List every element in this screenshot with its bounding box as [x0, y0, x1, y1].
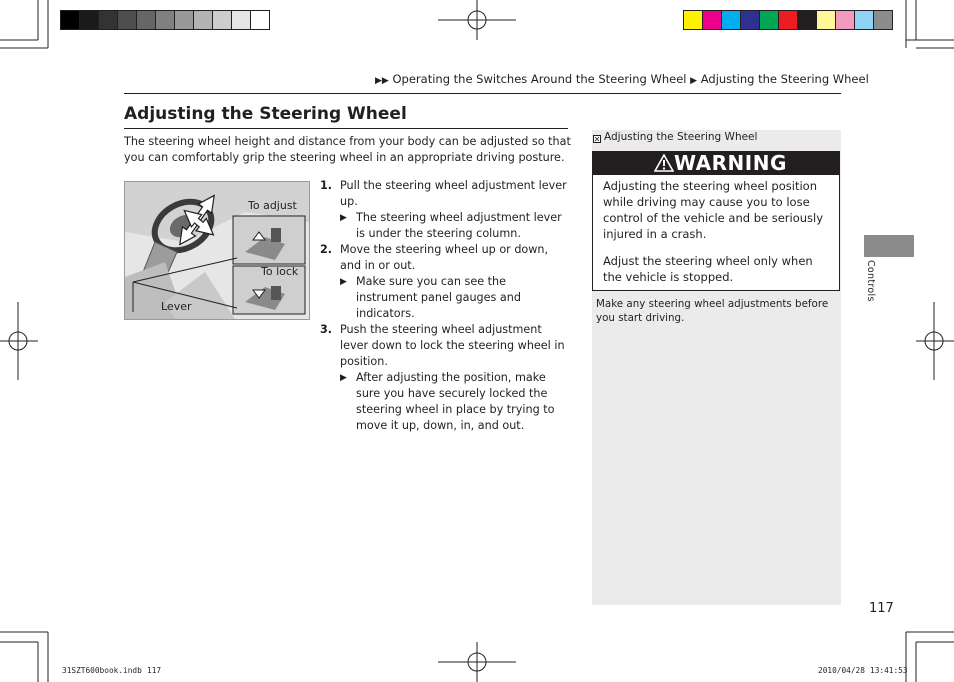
sidebar-heading-text: Adjusting the Steering Wheel	[604, 131, 758, 143]
breadcrumb-separator-icon: ▶	[690, 76, 698, 86]
color-swatch	[118, 11, 137, 29]
step-note-text: Make sure you can see the instrument panel gauges and indicators.	[356, 275, 521, 320]
color-swatch	[760, 11, 779, 29]
color-swatch	[137, 11, 156, 29]
step-text: Pull the steering wheel adjustment lever up.	[340, 179, 567, 208]
sidebar-note: Make any steering wheel adjustments before you start driving.	[596, 298, 829, 324]
step-1-note	[320, 210, 568, 242]
page-number: 117	[869, 601, 894, 616]
color-swatch	[156, 11, 175, 29]
color-swatch	[80, 11, 99, 29]
color-swatch	[213, 11, 232, 29]
step-3	[320, 322, 568, 370]
color-swatch	[251, 11, 269, 29]
intro-paragraph: The steering wheel height and distance from your body can be adjusted so that you can comfortably grip the steering wheel in an appropriate driving posture.	[124, 135, 571, 164]
step-3-note	[320, 370, 568, 434]
chapter-tab-label: Controls	[865, 260, 876, 302]
color-swatch	[684, 11, 703, 29]
color-swatch	[855, 11, 874, 29]
step-number: 3.	[320, 323, 333, 336]
steering-wheel-illustration	[124, 181, 310, 320]
color-swatch	[836, 11, 855, 29]
triangle-bullet-icon: ▶	[340, 213, 347, 223]
color-swatch	[99, 11, 118, 29]
title-rule	[124, 128, 568, 129]
chapter-tab[interactable]	[864, 235, 914, 257]
slug-time: 13:41:53	[870, 666, 908, 675]
triangle-bullet-icon: ▶	[340, 277, 347, 287]
color-swatch	[232, 11, 251, 29]
page-title: Adjusting the Steering Wheel	[124, 104, 407, 124]
color-swatch	[703, 11, 722, 29]
warning-title: WARNING	[674, 151, 787, 175]
slug-page: 117	[147, 666, 162, 675]
color-swatch	[175, 11, 194, 29]
label-to-lock: To lock	[261, 265, 299, 278]
label-to-adjust: To adjust	[248, 199, 297, 212]
steps-list	[320, 176, 568, 434]
step-number: 2.	[320, 243, 333, 256]
sidebar-heading	[592, 130, 841, 147]
color-swatch	[61, 11, 80, 29]
breadcrumb	[375, 72, 869, 86]
breadcrumb-section[interactable]: Operating the Switches Around the Steering Wheel	[392, 72, 687, 86]
step-text: Move the steering wheel up or down, and in or out.	[340, 243, 549, 272]
step-text: Push the steering wheel adjustment lever down to lock the steering wheel in position.	[340, 323, 565, 368]
warning-triangle-icon	[654, 154, 674, 172]
warning-text	[603, 178, 831, 296]
color-swatch	[817, 11, 836, 29]
header-rule	[124, 93, 841, 94]
color-swatch	[741, 11, 760, 29]
label-lever: Lever	[161, 300, 192, 313]
step-2	[320, 242, 568, 274]
slug-file: 31SZT600book.indb	[62, 666, 142, 675]
step-note-text: The steering wheel adjustment lever is under the steering column.	[356, 211, 562, 240]
step-number: 1.	[320, 179, 333, 192]
color-swatch	[722, 11, 741, 29]
color-swatch	[798, 11, 817, 29]
reference-icon	[593, 135, 601, 143]
color-swatch	[874, 11, 892, 29]
step-note-text: After adjusting the position, make sure you have securely locked the steering wheel in place by trying to move it up, down, in, and out.	[356, 371, 555, 432]
warning-paragraph: Adjusting the steering wheel position while driving may cause you to lose control of the vehicle and be seriously injured in a crash.	[603, 179, 824, 241]
breadcrumb-page: Adjusting the Steering Wheel	[700, 72, 869, 86]
color-swatch	[779, 11, 798, 29]
color-swatch	[194, 11, 213, 29]
triangle-bullet-icon: ▶	[340, 373, 347, 383]
warning-header	[592, 151, 840, 175]
breadcrumb-arrows-icon: ▶▶	[375, 76, 389, 86]
step-2-note	[320, 274, 568, 322]
step-1	[320, 178, 568, 210]
warning-paragraph: Adjust the steering wheel only when the vehicle is stopped.	[603, 254, 813, 284]
slug-date: 2010/04/28	[818, 666, 865, 675]
process-color-bar	[683, 10, 893, 30]
grayscale-color-bar	[60, 10, 270, 30]
